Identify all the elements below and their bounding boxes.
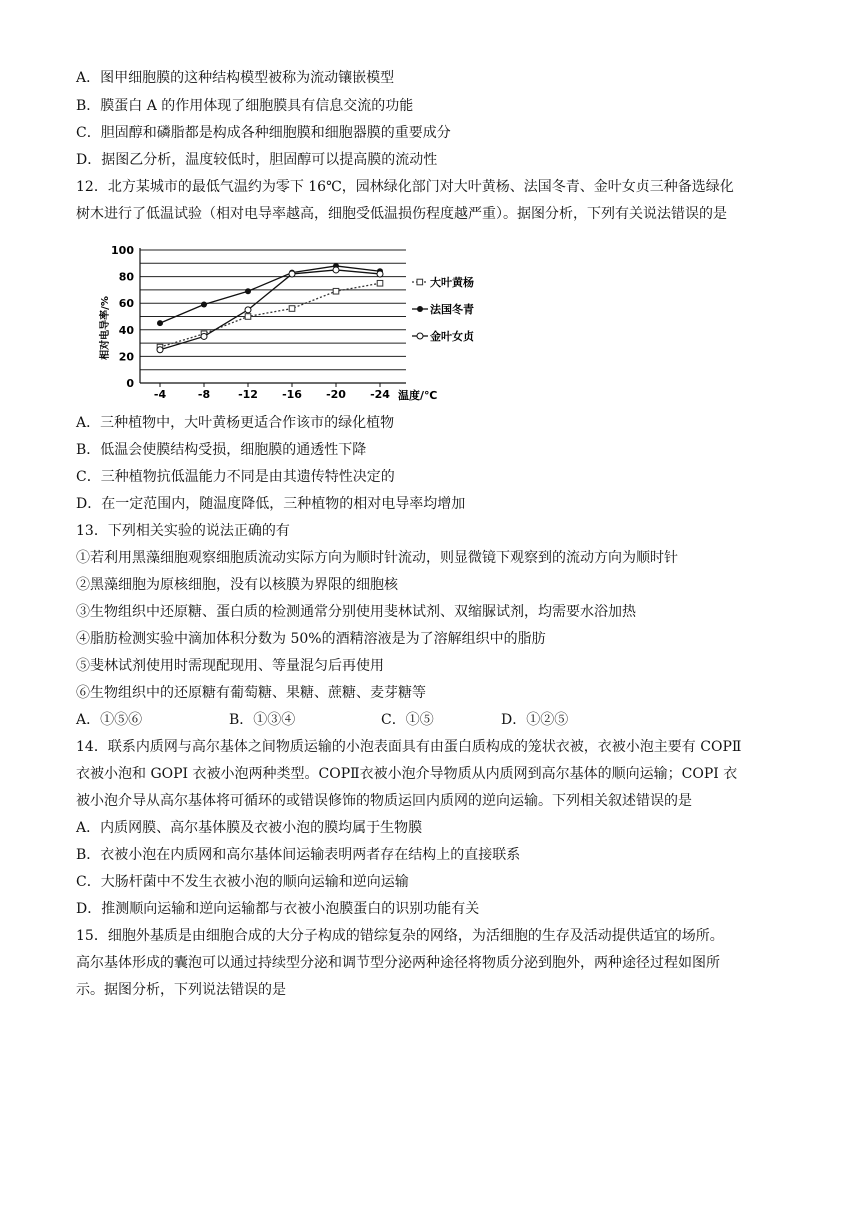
x-tick-label: -4 (153, 388, 167, 401)
q12-option-d: D．在一定范围内，随温度降低，三种植物的相对电导率均增加 (76, 496, 466, 512)
data-point (333, 267, 339, 273)
chart-axes (140, 248, 406, 387)
data-point (333, 288, 339, 294)
q13-item-3: ③生物组织中还原糖、蛋白质的检测通常分别使用斐林试剂、双缩脲试剂，均需要水浴加热 (76, 604, 636, 620)
legend-marker (417, 333, 423, 339)
q15-stem-line2: 高尔基体形成的囊泡可以通过持续型分泌和调节型分泌两种途径将物质分泌到胞外，两种途径过程如图所 (76, 955, 720, 971)
y-tick-label: 20 (118, 350, 134, 364)
q12-option-a: A．三种植物中，大叶黄杨更适合作该市的绿化植物 (76, 415, 395, 431)
legend-label: 法国冬青 (430, 303, 474, 316)
q13-options (76, 710, 788, 730)
y-tick-label: 100 (111, 244, 134, 257)
data-point (377, 271, 383, 277)
q13-item-2: ②黑藻细胞为原核细胞，没有以核膜为界限的细胞核 (76, 577, 398, 593)
q14-option-c: C．大肠杆菌中不发生衣被小泡的顺向运输和逆向运输 (76, 874, 409, 890)
q11-option-b: B．膜蛋白 A 的作用体现了细胞膜具有信息交流的功能 (76, 98, 414, 114)
data-point (245, 314, 251, 320)
data-point (245, 288, 251, 294)
q14-option-d: D．推测顺向运输和逆向运输都与衣被小泡膜蛋白的识别功能有关 (76, 901, 480, 917)
q13-item-5: ⑤斐林试剂使用时需现配现用、等量混匀后再使用 (76, 658, 384, 674)
chart-grid (140, 250, 406, 370)
y-tick-label: 60 (118, 297, 134, 311)
x-tick-label: -24 (370, 388, 390, 401)
y-tick-label: 40 (118, 323, 134, 337)
q11-option-c: C．胆固醇和磷脂都是构成各种细胞膜和细胞器膜的重要成分 (76, 125, 451, 141)
x-tick-label: -12 (238, 388, 258, 401)
q13-item-6: ⑥生物组织中的还原糖有葡萄糖、果糖、蔗糖、麦芽糖等 (76, 685, 426, 701)
legend-marker (417, 279, 423, 285)
q11-option-a: A．图甲细胞膜的这种结构模型被称为流动镶嵌模型 (76, 70, 395, 86)
q12-option-c: C．三种植物抗低温能力不同是由其遗传特性决定的 (76, 469, 395, 485)
x-axis-label: 温度/℃ (398, 389, 438, 402)
x-tick-label: -16 (282, 388, 302, 401)
q11-option-d: D．据图乙分析，温度较低时，胆固醇可以提高膜的流动性 (76, 152, 438, 168)
q15-stem-line1: 15．细胞外基质是由细胞合成的大分子构成的错综复杂的网络，为活细胞的生存及活动提供适宜的场所。 (76, 928, 724, 944)
q13-item-1: ①若利用黑藻细胞观察细胞质流动实际方向为顺时针流动，则显微镜下观察到的流动方向为顺时针 (76, 550, 678, 566)
q12-option-b: B．低温会使膜结构受损，细胞膜的通透性下降 (76, 442, 367, 458)
q13-option-d: D．①②⑤ (501, 712, 569, 728)
data-point (289, 306, 295, 312)
y-axis-label: 相对电导率/% (100, 296, 111, 360)
y-tick-label: 0 (126, 377, 134, 390)
q13-option-b: B．①③④ (229, 712, 296, 728)
chart-legend (412, 275, 474, 343)
q13-stem: 13．下列相关实验的说法正确的有 (76, 523, 290, 539)
data-point (201, 302, 207, 308)
data-point (377, 280, 383, 286)
conductivity-chart (96, 236, 474, 406)
legend-marker (417, 306, 423, 312)
x-tick-label: -20 (326, 388, 346, 401)
q14-stem-line2: 衣被小泡和 GOPI 衣被小泡两种类型。COPⅡ衣被小泡介导物质从内质网到高尔基体的顺向运输；COPI 衣 (76, 766, 738, 782)
legend-label: 金叶女贞 (430, 330, 474, 343)
y-tick-label: 80 (118, 270, 134, 284)
q14-stem-line3: 被小泡介导从高尔基体将可循环的或错误修饰的物质运回内质网的逆向运输。下列相关叙述错误的是 (76, 793, 692, 809)
x-tick-label: -8 (197, 388, 211, 401)
data-point (245, 307, 251, 313)
data-point (157, 320, 163, 326)
data-point (289, 271, 295, 277)
q14-option-a: A．内质网膜、高尔基体膜及衣被小泡的膜均属于生物膜 (76, 820, 423, 836)
legend-label: 大叶黄杨 (430, 276, 474, 289)
q15-stem-line3: 示。据图分析，下列说法错误的是 (76, 982, 286, 998)
series-line-0 (160, 283, 380, 347)
data-point (157, 347, 163, 353)
q13-option-c: C．①⑤ (381, 712, 434, 728)
x-tick-labels (154, 388, 390, 401)
q13-item-4: ④脂肪检测实验中滴加体积分数为 50%的酒精溶液是为了溶解组织中的脂肪 (76, 631, 546, 647)
q12-stem-line2: 树木进行了低温试验（相对电导率越高，细胞受低温损伤程度越严重）。据图分析，下列有关说法错误的是 (76, 206, 727, 222)
series-line-1 (160, 266, 380, 323)
data-point (201, 333, 207, 339)
q12-stem-line1: 12．北方某城市的最低气温约为零下 16℃，园林绿化部门对大叶黄杨、法国冬青、金叶女贞三种备选绿化 (76, 179, 734, 195)
y-tick-labels (111, 244, 134, 390)
q14-option-b: B．衣被小泡在内质网和高尔基体间运输表明两者存在结构上的直接联系 (76, 847, 521, 863)
q13-option-a: A．①⑤⑥ (76, 712, 143, 728)
q14-stem-line1: 14．联系内质网与高尔基体之间物质运输的小泡表面具有由蛋白质构成的笼状衣被，衣被小泡主要有 COPⅡ (76, 739, 742, 755)
